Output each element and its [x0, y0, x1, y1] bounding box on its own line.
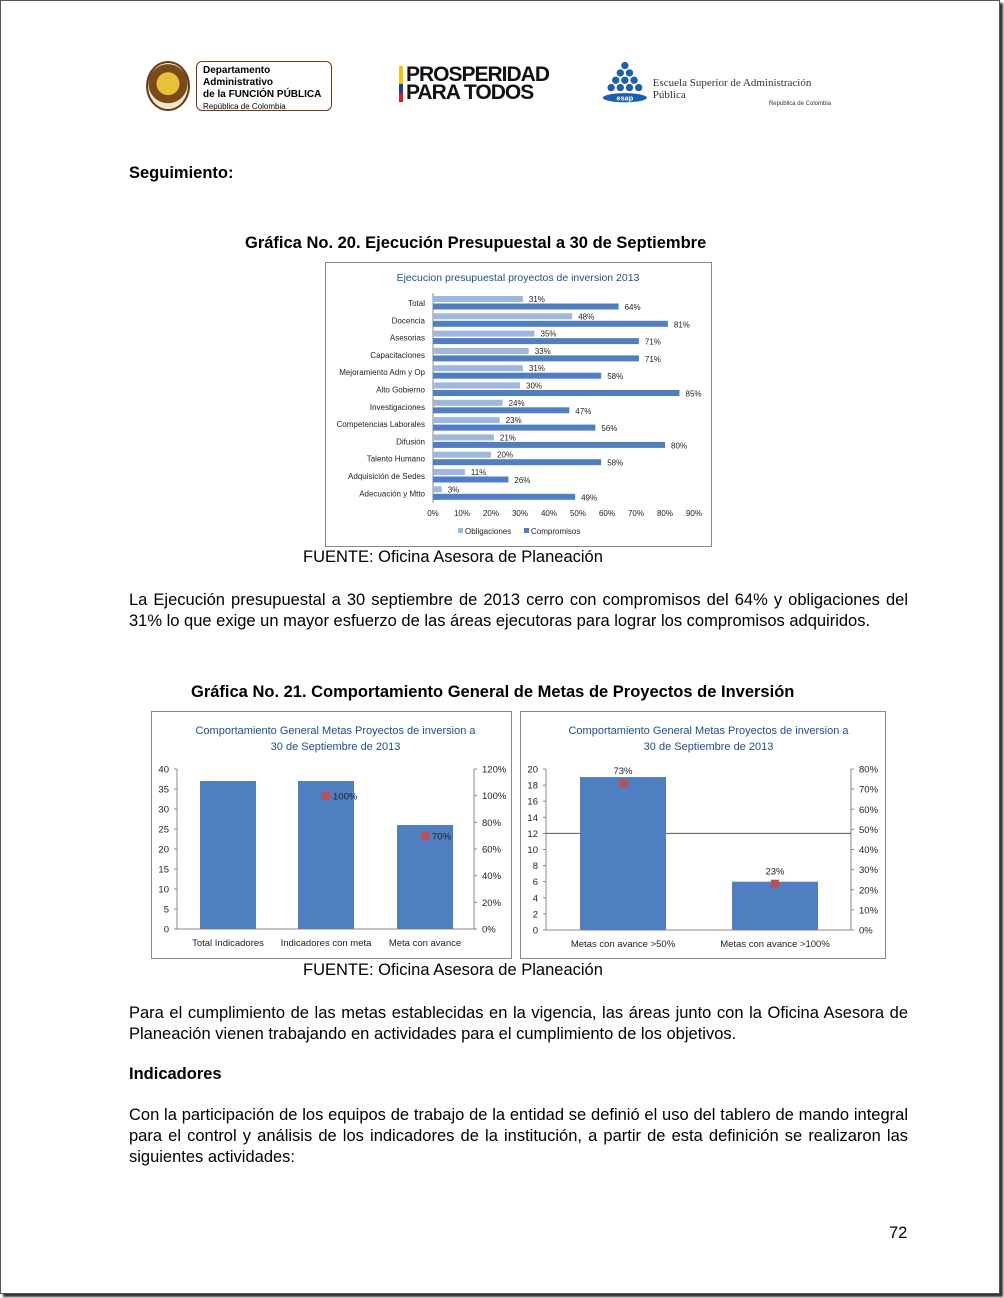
chart3-marker-label: 73% [613, 766, 633, 778]
chart3-category-label: Metas con avance >50% [570, 939, 676, 950]
chart3-ytick-left: 6 [532, 877, 538, 889]
chart2-ytick-left: 15 [158, 864, 169, 876]
esap-name: Escuela Superior de Administración Pública [652, 77, 812, 101]
chart2-category-label: Total Indicadores [192, 938, 264, 949]
chart2-ytick-left: 10 [158, 884, 169, 896]
paragraph-indicators: Con la participación de los equipos de trabajo de la entidad se definió el uso del tablero de mando integral para el control y análisis de los indicadores de la institución, a partir de esta definición se realizaron las siguientes actividades: [129, 1106, 908, 1166]
chart2-title-line1: Comportamiento General Metas Proyectos de inversion a [195, 725, 476, 737]
chart1-category-label: Talento Humano [366, 454, 425, 464]
chart3-title-line1: Comportamiento General Metas Proyectos de inversion a [568, 725, 849, 737]
chart3-ytick-left: 8 [532, 861, 538, 873]
dafp-logo-box [196, 61, 332, 111]
chart3-ytick-right: 10% [859, 905, 879, 917]
chart1-bar-compromisos [433, 459, 601, 465]
chart3-title-line2: 30 de Septiembre de 2013 [643, 741, 774, 753]
dafp-line1: Departamento Administrativo [203, 65, 274, 88]
chart1-label-compromisos: 56% [601, 424, 618, 434]
chart1-bar-obligaciones [433, 365, 523, 371]
chart3-ytick-right: 20% [859, 885, 879, 897]
chart3-marker [771, 880, 779, 888]
chart1-bar-obligaciones [433, 400, 503, 406]
chart1-bar-compromisos [433, 390, 680, 396]
chart2-marker-label: 100% [333, 791, 358, 803]
chart1-label-obligaciones: 20% [497, 450, 514, 460]
chart1-xtick: 10% [453, 509, 471, 518]
chart3-ytick-left: 2 [532, 909, 538, 921]
chart1-bar-obligaciones [433, 452, 491, 458]
chart3-ytick-left: 12 [527, 828, 538, 840]
chart1-bar-compromisos [433, 425, 595, 431]
chart1-title: Ejecucion presupuestal proyectos de inversion 2013 [396, 272, 640, 284]
chart3-ytick-left: 20 [527, 764, 538, 776]
figure1-source: FUENTE: Oficina Asesora de Planeación [303, 548, 603, 566]
chart1-xtick: 70% [627, 509, 645, 518]
chart2-ytick-right: 80% [482, 817, 502, 829]
chart1-bar-obligaciones [433, 486, 442, 492]
chart2-category-label: Meta con avance [388, 938, 462, 949]
chart1-label-compromisos: 47% [575, 406, 592, 416]
svg-text:esap: esap [616, 93, 634, 103]
chart1-xtick: 0% [427, 509, 439, 518]
chart2-ytick-left: 25 [158, 824, 169, 836]
paragraph-budget: La Ejecución presupuestal a 30 septiembre de 2013 cerro con compromisos del 64% y obligaciones del 31% lo que exige un mayor esfuerzo de las áreas ejecutoras para lograr los compromisos adquiridos. [129, 591, 908, 630]
chart1-xtick: 80% [656, 509, 674, 518]
chart2-ytick-left: 40 [158, 764, 169, 776]
prosperidad-logo [399, 63, 549, 106]
chart1-bar-obligaciones [433, 313, 572, 319]
chart2-title-line2: 30 de Septiembre de 2013 [270, 741, 401, 753]
chart2-category-label: Indicadores con meta [280, 938, 372, 949]
esap-logo [601, 55, 831, 107]
chart1-xtick: 90% [685, 509, 703, 518]
chart3-ytick-right: 80% [859, 764, 879, 776]
chart1-label-obligaciones: 31% [528, 364, 545, 374]
goals-chart-right [520, 711, 886, 959]
goals-chart-left-svg [152, 712, 511, 958]
esap-sub: República de Colombia [768, 101, 831, 107]
chart1-bar-obligaciones [433, 434, 494, 440]
chart2-ytick-left: 35 [158, 784, 169, 796]
dafp-line3: República de Colombia [203, 102, 286, 111]
figure2-caption: Gráfica No. 21. Comportamiento General de Metas de Proyectos de Inversión [191, 683, 795, 701]
chart1-label-obligaciones: 11% [470, 468, 487, 477]
chart3-ytick-left: 10 [527, 845, 538, 856]
chart1-label-compromisos: 80% [671, 441, 688, 451]
chart3-ytick-right: 40% [859, 845, 879, 856]
chart2-ytick-right: 120% [482, 764, 507, 776]
chart1-xtick: 20% [482, 509, 500, 518]
chart1-label-obligaciones: 24% [508, 398, 525, 408]
colombia-flag-icon [399, 66, 403, 102]
chart1-label-obligaciones: 31% [528, 295, 545, 304]
chart1-label-obligaciones: 21% [499, 433, 516, 443]
chart2-bar [200, 781, 256, 929]
chart2-ytick-right: 40% [482, 871, 502, 883]
prosperidad-line2: PARA TODOS [405, 81, 534, 104]
chart3-ytick-left: 16 [527, 796, 538, 808]
chart2-ytick-right: 20% [482, 897, 502, 909]
chart1-bar-compromisos [433, 321, 668, 327]
chart1-label-obligaciones: 3% [447, 485, 460, 495]
chart2-ytick-right: 100% [482, 791, 507, 803]
chart1-label-obligaciones: 30% [526, 381, 543, 391]
chart2-ytick-left: 20 [158, 844, 169, 856]
chart3-ytick-left: 18 [527, 780, 538, 792]
chart3-ytick-right: 0% [859, 925, 873, 937]
chart1-bar-obligaciones [433, 383, 520, 389]
goals-chart-left [151, 711, 512, 959]
chart2-ytick-right: 60% [482, 844, 502, 856]
chart2-marker [421, 832, 429, 840]
paragraph-goals: Para el cumplimiento de las metas establecidas en la vigencia, las áreas junto con la Oficina Asesora de Planeación vienen trabajando en actividades para el cumplimiento de los objetivos. [129, 1004, 908, 1043]
chart1-legend-swatch-compromisos [524, 528, 529, 533]
chart1-bar-compromisos [433, 494, 575, 500]
chart1-category-label: Investigaciones [369, 402, 425, 412]
chart1-label-compromisos: 49% [581, 493, 598, 503]
esap-emblem-icon [601, 59, 649, 107]
chart2-marker-label: 70% [432, 831, 452, 843]
chart1-bar-obligaciones [433, 331, 535, 337]
chart1-xtick: 30% [511, 509, 529, 518]
chart1-xtick: 40% [540, 509, 558, 518]
chart2-ytick-left: 30 [158, 804, 169, 816]
chart1-label-compromisos: 26% [514, 476, 531, 485]
chart1-category-label: Adquisición de Sedes [348, 472, 425, 481]
chart1-bar-compromisos [433, 355, 639, 361]
chart1-label-obligaciones: 23% [505, 416, 522, 426]
goals-chart-right-svg [521, 712, 885, 958]
chart1-category-label: Mejoramiento Adm y Op [339, 368, 425, 378]
chart3-ytick-right: 30% [859, 865, 879, 877]
chart1-label-compromisos: 71% [644, 354, 661, 364]
chart2-bar [298, 781, 354, 929]
chart3-ytick-right: 60% [859, 804, 879, 816]
figure2-source: FUENTE: Oficina Asesora de Planeación [303, 961, 603, 979]
chart3-ytick-right: 70% [859, 784, 879, 796]
budget-chart-svg [326, 263, 711, 546]
chart1-xtick: 50% [569, 509, 587, 518]
dafp-logo [146, 59, 336, 113]
chart2-ytick-right: 0% [482, 924, 496, 936]
chart1-category-label: Total [408, 299, 425, 308]
chart2-marker [322, 792, 330, 800]
chart1-label-obligaciones: 48% [578, 312, 595, 322]
chart1-legend-obligaciones: Obligaciones [465, 527, 512, 536]
chart1-category-label: Difusión [396, 437, 425, 447]
chart3-bar [580, 777, 666, 930]
chart1-bar-compromisos [433, 338, 639, 344]
chart1-category-label: Competencias Laborales [336, 420, 425, 430]
chart3-ytick-right: 50% [859, 824, 879, 836]
chart1-category-label: Adecuación y Mtto [359, 489, 425, 499]
chart1-label-compromisos: 58% [607, 372, 624, 382]
chart3-ytick-left: 4 [532, 893, 538, 905]
chart1-label-compromisos: 58% [607, 458, 624, 468]
colombia-seal-icon [146, 61, 190, 111]
page-number: 72 [889, 1224, 908, 1242]
chart1-bar-compromisos [433, 304, 619, 310]
chart1-legend-swatch-obligaciones [458, 528, 463, 533]
chart2-ytick-left: 0 [163, 924, 169, 936]
chart3-ytick-left: 14 [527, 812, 538, 824]
chart1-legend-compromisos: Compromisos [531, 527, 581, 536]
chart1-category-label: Asesorias [389, 333, 425, 343]
chart1-bar-obligaciones [433, 296, 523, 302]
chart1-label-compromisos: 71% [644, 337, 661, 347]
dafp-line2: de la FUNCIÓN PÚBLICA [203, 89, 322, 100]
chart1-label-compromisos: 64% [624, 303, 641, 312]
figure1-caption: Gráfica No. 20. Ejecución Presupuestal a 30 de Septiembre [245, 234, 707, 252]
chart1-bar-obligaciones [433, 348, 529, 354]
chart1-bar-compromisos [433, 442, 665, 448]
chart2-ytick-left: 5 [163, 904, 169, 916]
chart1-bar-obligaciones [433, 469, 465, 475]
chart1-category-label: Docencia [391, 316, 425, 326]
chart1-bar-compromisos [433, 373, 601, 379]
budget-chart [325, 262, 712, 547]
chart1-label-compromisos: 85% [685, 389, 702, 399]
chart1-bar-compromisos [433, 407, 569, 413]
chart3-ytick-left: 0 [532, 925, 538, 937]
section-heading-seguimiento: Seguimiento: [129, 164, 234, 182]
chart1-xtick: 60% [598, 509, 616, 518]
chart1-label-obligaciones: 35% [540, 329, 557, 339]
chart3-bar [732, 882, 818, 930]
chart1-bar-compromisos [433, 477, 508, 483]
chart3-category-label: Metas con avance >100% [720, 939, 830, 950]
chart1-category-label: Capacitaciones [370, 350, 425, 360]
chart3-marker [619, 779, 627, 787]
chart3-marker-label: 23% [765, 866, 785, 878]
chart1-category-label: Alto Gobierno [376, 385, 425, 395]
prosperidad-line1: PROSPERIDAD [405, 63, 549, 86]
chart1-label-obligaciones: 33% [534, 346, 551, 356]
section-heading-indicadores: Indicadores [129, 1065, 222, 1083]
chart1-label-compromisos: 81% [673, 320, 690, 330]
chart1-bar-obligaciones [433, 417, 500, 423]
